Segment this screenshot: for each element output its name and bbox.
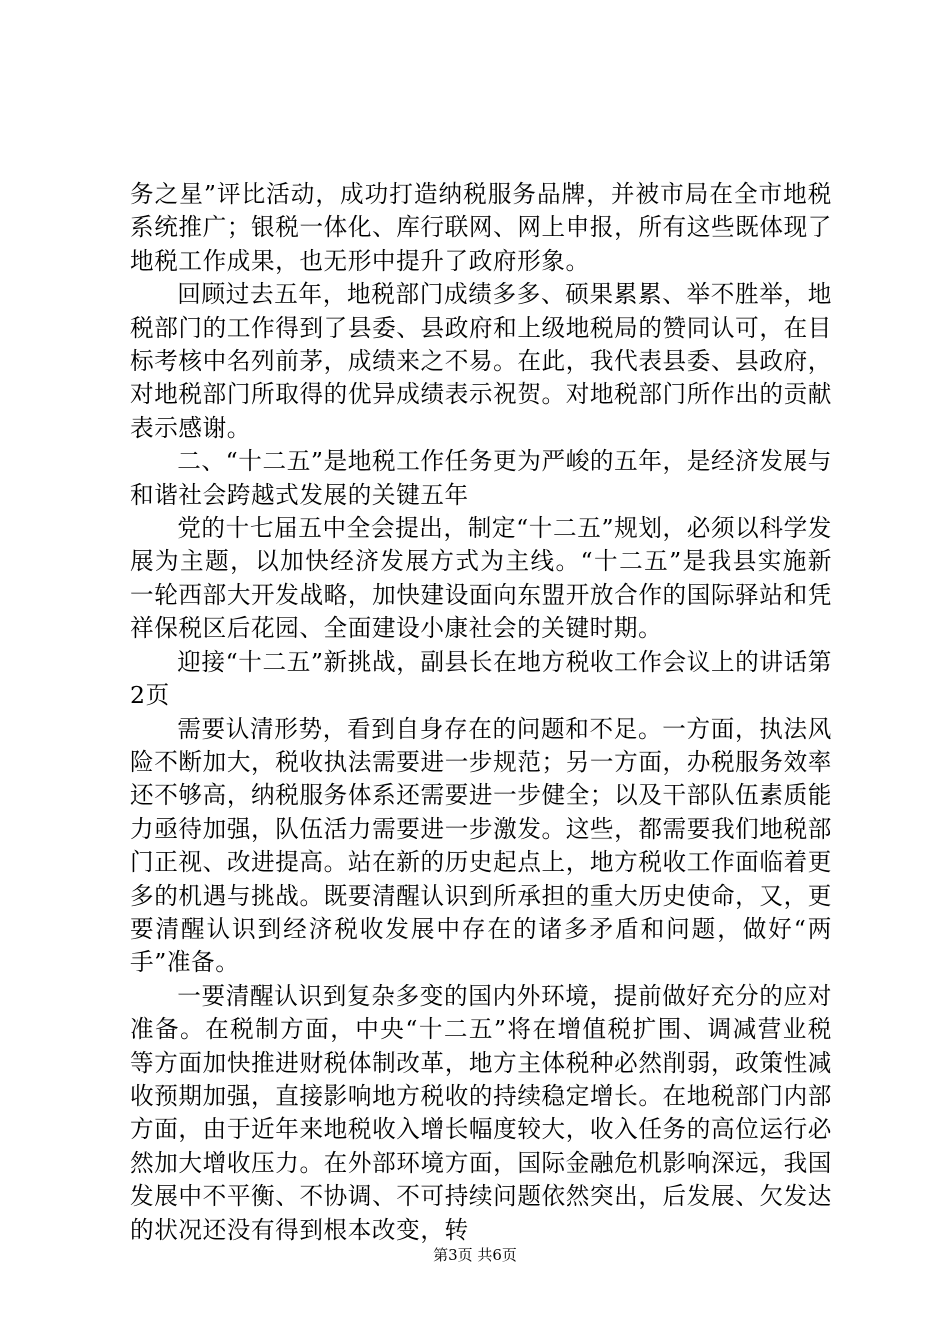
page-continuation-title: 迎接“十二五”新挑战，副县长在地方税收工作会议上的讲话第2页 (130, 647, 832, 710)
section-heading: 二、“十二五”是地税工作任务更为严峻的五年，是经济发展与和谐社会跨越式发展的关键五年 (130, 447, 832, 509)
paragraph-2: 回顾过去五年，地税部门成绩多多、硕果累累、举不胜举，地税部门的工作得到了县委、县政府和上级地税局的赞同认可，在目标考核中名列前茅，成绩来之不易。在此，我代表县委、县政府，对地税部门所取得的优异成绩表示祝贺。对地税部门所作出的贡献表示感谢。 (130, 280, 832, 442)
page-number: 第3页 共6页 (433, 1246, 517, 1264)
document-body (130, 178, 832, 1247)
paragraph-4: 需要认清形势，看到自身存在的问题和不足。一方面，执法风险不断加大，税收执法需要进一步规范；另一方面，办税服务效率还不够高，纳税服务体系还需要进一步健全；以及干部队伍素质能力亟待加强，队伍活力需要进一步激发。这些，都需要我们地税部门正视、改进提高。站在新的历史起点上，地方税收工作面临着更多的机遇与挑战。既要清醒认识到所承担的重大历史使命，又，更要清醒认识到经济税收发展中存在的诸多矛盾和问题，做好“两手”准备。 (130, 714, 832, 977)
paragraph-5: 一要清醒认识到复杂多变的国内外环境，提前做好充分的应对准备。在税制方面，中央“十二五”将在增值税扩围、调减营业税等方面加快推进财税体制改革，地方主体税种必然削弱，政策性减收预期加强，直接影响地方税收的持续稳定增长。在地税部门内部方面，由于近年来地税收入增长幅度较大，收入任务的高位运行必然加大增收压力。在外部环境方面，国际金融危机影响深远，我国发展中不平衡、不协调、不可持续问题依然突出，后发展、欠发达的状况还没有得到根本改变，转 (130, 981, 832, 1244)
page-footer (0, 1245, 950, 1265)
paragraph-3: 党的十七届五中全会提出，制定“十二五”规划，必须以科学发展为主题，以加快经济发展方式为主线。“十二五”是我县实施新一轮西部大开发战略，加快建设面向东盟开放合作的国际驿站和凭祥保税区后花园、全面建设小康社会的关键时期。 (130, 514, 832, 643)
paragraph-1: 务之星”评比活动，成功打造纳税服务品牌，并被市局在全市地税系统推广；银税一体化、库行联网、网上申报，所有这些既体现了地税工作成果，也无形中提升了政府形象。 (130, 180, 832, 275)
